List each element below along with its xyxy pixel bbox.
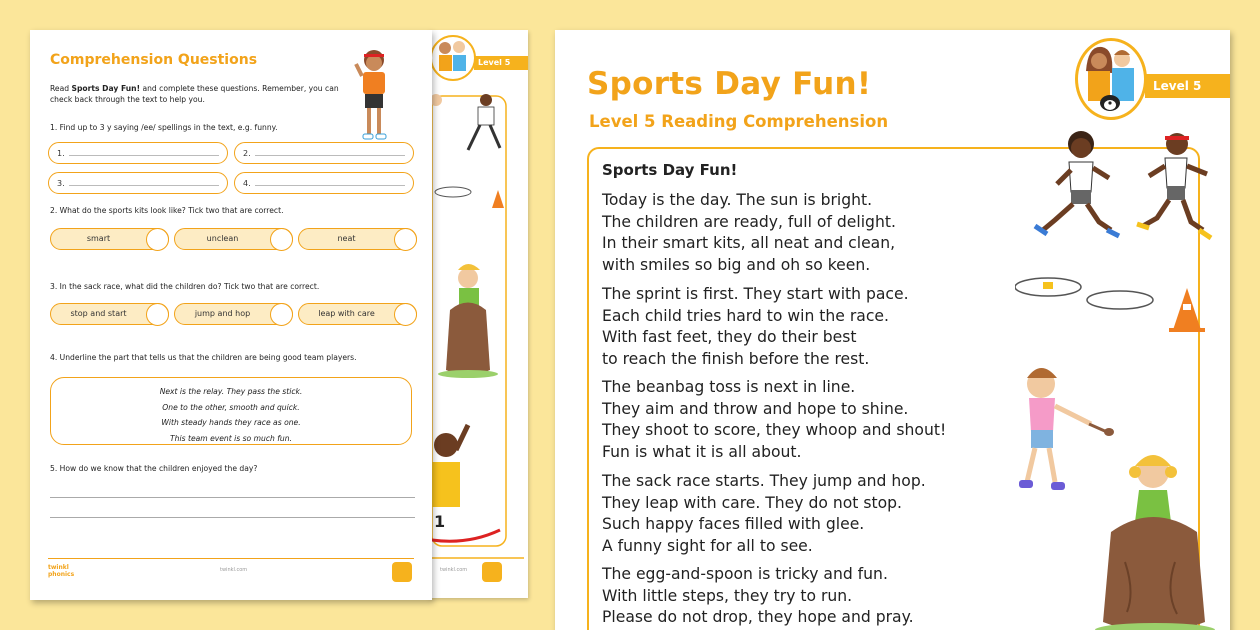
q2-option-smart-tickbox[interactable] bbox=[146, 228, 169, 251]
poem-stanza-1 bbox=[602, 190, 982, 277]
back-cone bbox=[492, 190, 504, 208]
egg-and-spoon-girl-illustration bbox=[1019, 368, 1114, 490]
back-level-tag: Level 5 bbox=[478, 58, 511, 67]
back-winner-head bbox=[434, 433, 458, 457]
back-worksheet-page bbox=[428, 30, 528, 598]
question-5-text: 5. How do we know that the children enjoyed the day? bbox=[50, 464, 258, 473]
q3-option-leap-with-care[interactable] bbox=[298, 303, 417, 325]
level-tag: Level 5 bbox=[1145, 74, 1230, 98]
back-avatar-shirt-2 bbox=[453, 55, 466, 71]
main-subtitle: Level 5 Reading Comprehension bbox=[589, 112, 889, 131]
question-2-text: 2. What do the sports kits look like? Tick two that are correct. bbox=[50, 206, 284, 215]
poem-line: Please do not drop, they hope and pray. bbox=[602, 608, 914, 627]
back-grass bbox=[438, 370, 498, 378]
question-4-text: 4. Underline the part that tells us that the children are being good team players. bbox=[50, 353, 357, 362]
back-girl-head bbox=[458, 268, 478, 288]
back-page-illustrations bbox=[428, 30, 528, 598]
q3-option-jump-and-hop[interactable] bbox=[174, 303, 293, 325]
poem-heading: Sports Day Fun! bbox=[602, 161, 738, 179]
extract-line-3: With steady hands they race as one. bbox=[161, 418, 301, 427]
q3-option-3-tickbox[interactable] bbox=[394, 303, 417, 326]
poem-stanza-2 bbox=[602, 284, 982, 371]
poem-line: A funny sight for all to see. bbox=[602, 537, 813, 556]
poem-line: The sack race starts. They jump and hop. bbox=[602, 472, 926, 490]
q3-option-stop-and-start[interactable] bbox=[50, 303, 169, 325]
back-footer-logo-icon bbox=[482, 562, 502, 582]
answer-line-1[interactable] bbox=[50, 497, 415, 498]
running-boy-2-illustration bbox=[1137, 133, 1211, 238]
poem-stanza-5 bbox=[602, 564, 982, 629]
answer-line-2[interactable] bbox=[50, 517, 415, 518]
beanbag-hoops-illustration bbox=[1015, 278, 1205, 332]
questions-footer-divider bbox=[48, 558, 414, 559]
q3-option-3-label: leap with care bbox=[318, 309, 375, 318]
questions-intro bbox=[50, 83, 350, 105]
extract-line-2: One to the other, smooth and quick. bbox=[162, 402, 300, 412]
answer-box-1[interactable] bbox=[48, 142, 228, 164]
poem-line: With fast feet, they do their best bbox=[602, 328, 857, 347]
back-avatar-shirt-1 bbox=[439, 55, 452, 71]
back-winner-arm bbox=[456, 425, 468, 450]
sports-day-illustrations bbox=[1015, 122, 1230, 630]
back-footer-url[interactable]: twinkl.com bbox=[440, 567, 468, 573]
extract-line-1: Next is the relay. They pass the stick. bbox=[159, 387, 303, 396]
poem-line: The sprint is first. They start with pace. bbox=[602, 285, 909, 303]
characters-avatar-icon bbox=[1078, 41, 1144, 117]
poem-line: The egg-and-spoon is tricky and fun. bbox=[602, 565, 888, 583]
sack-race-girl-illustration bbox=[1095, 455, 1215, 630]
q2-option-unclean[interactable] bbox=[174, 228, 293, 250]
intro-text-start: Read bbox=[50, 84, 72, 93]
footer-badge-icon bbox=[392, 562, 412, 582]
reading-comprehension-page bbox=[555, 30, 1230, 630]
answer-box-2-label: 2. bbox=[243, 149, 251, 158]
back-bib-number: 1 bbox=[434, 512, 446, 531]
q2-option-neat-tickbox[interactable] bbox=[394, 228, 417, 251]
q2-option-neat-label: neat bbox=[337, 234, 356, 243]
back-sack bbox=[446, 303, 490, 376]
back-runner-shirt bbox=[478, 107, 494, 125]
poem-line: They shoot to score, they whoop and shout! bbox=[602, 421, 947, 440]
poem-line: with smiles so big and oh so keen. bbox=[602, 256, 871, 275]
footer-url[interactable]: twinkl.com bbox=[220, 567, 248, 573]
q2-option-smart[interactable] bbox=[50, 228, 169, 250]
back-runner-head bbox=[480, 94, 492, 106]
poem-line: Each child tries hard to win the race. bbox=[602, 306, 889, 325]
q3-option-2-tickbox[interactable] bbox=[270, 303, 293, 326]
poem-line: The children are ready, full of delight. bbox=[602, 212, 896, 231]
twinkl-phonics-logo: twinkl phonics bbox=[48, 564, 75, 578]
poem-line: With little steps, they try to run. bbox=[602, 586, 853, 605]
extract-line-4: This team event is so much fun. bbox=[170, 433, 292, 443]
question-4-extract-box[interactable] bbox=[50, 377, 412, 445]
poem-line: to reach the finish before the rest. bbox=[602, 350, 870, 369]
back-hoop bbox=[435, 187, 471, 197]
question-3-text: 3. In the sack race, what did the children do? Tick two that are correct. bbox=[50, 282, 320, 291]
q3-option-2-label: jump and hop bbox=[194, 309, 251, 318]
poem-line: Such happy faces filled with glee. bbox=[602, 515, 865, 534]
intro-text-bold: Sports Day Fun! bbox=[71, 84, 141, 93]
back-avatar-face-2 bbox=[453, 41, 465, 53]
poem-stanza-4 bbox=[602, 471, 982, 558]
q2-option-neat[interactable] bbox=[298, 228, 417, 250]
questions-title: Comprehension Questions bbox=[50, 52, 258, 68]
poem-line: They aim and throw and hope to shine. bbox=[602, 399, 909, 418]
q2-option-unclean-label: unclean bbox=[206, 234, 239, 243]
back-finish-ribbon bbox=[432, 530, 500, 541]
back-winner-shirt bbox=[432, 462, 460, 507]
poem-line: In their smart kits, all neat and clean, bbox=[602, 234, 896, 253]
answer-box-3[interactable] bbox=[48, 172, 228, 194]
poem-line: The beanbag toss is next in line. bbox=[602, 378, 856, 396]
answer-box-4[interactable] bbox=[234, 172, 414, 194]
running-boy-illustration bbox=[1035, 131, 1119, 236]
intro-text-end: and complete these questions. Remember, you can check back through the text to help you. bbox=[50, 84, 339, 104]
girl-character-illustration bbox=[350, 44, 400, 144]
answer-box-2[interactable] bbox=[234, 142, 414, 164]
main-title: Sports Day Fun! bbox=[587, 66, 872, 102]
answer-box-1-label: 1. bbox=[57, 149, 65, 158]
question-1-text: 1. Find up to 3 y saying /ee/ spellings in the text, e.g. funny. bbox=[50, 123, 278, 132]
questions-worksheet-page bbox=[30, 30, 432, 600]
poem-line: Fun is what it is all about. bbox=[602, 443, 802, 462]
back-avatar-face-1 bbox=[439, 42, 451, 54]
poem-line: They leap with care. They do not stop. bbox=[602, 493, 902, 512]
q2-option-unclean-tickbox[interactable] bbox=[270, 228, 293, 251]
back-girl-hair bbox=[458, 264, 480, 270]
q3-option-1-tickbox[interactable] bbox=[146, 303, 169, 326]
back-runner-legs bbox=[468, 125, 500, 150]
q2-option-smart-label: smart bbox=[86, 234, 111, 243]
answer-box-4-label: 4. bbox=[243, 179, 251, 188]
poem-stanza-3 bbox=[602, 377, 982, 464]
characters-avatar bbox=[1075, 38, 1147, 120]
answer-box-3-label: 3. bbox=[57, 179, 65, 188]
poem-line: Today is the day. The sun is bright. bbox=[602, 191, 873, 209]
q3-option-1-label: stop and start bbox=[70, 309, 127, 318]
